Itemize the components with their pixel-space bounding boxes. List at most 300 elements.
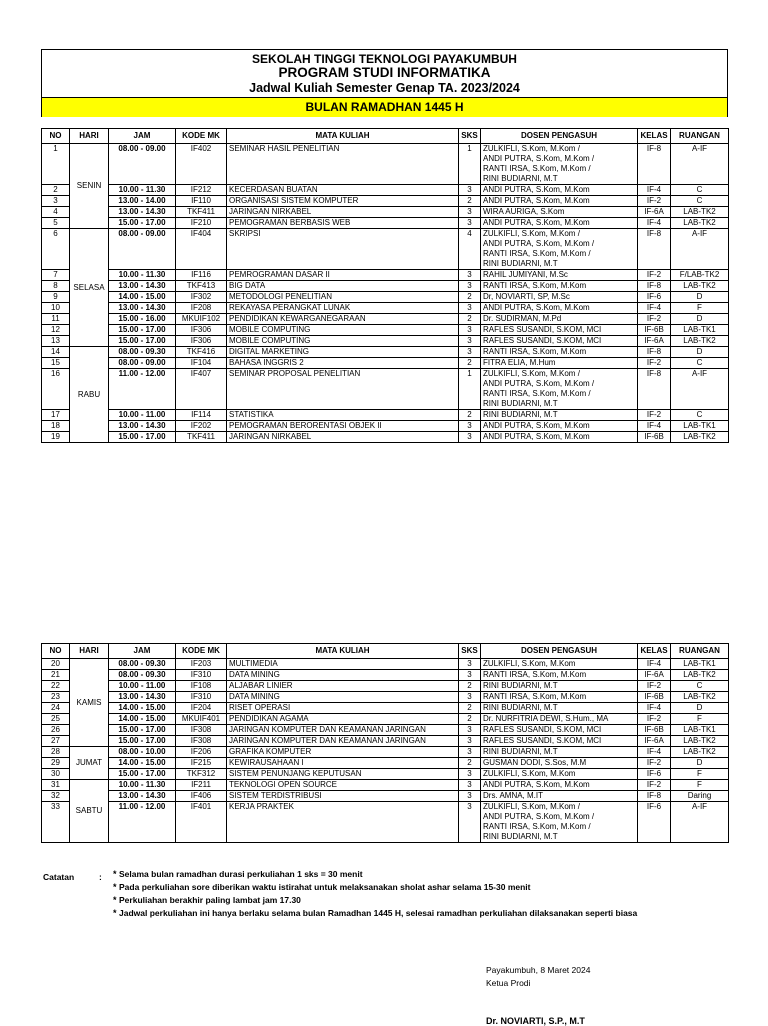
lecturer-cell bbox=[481, 692, 638, 703]
note-item: * Selama bulan ramadhan durasi perkuliahan 1 sks = 30 menit bbox=[113, 868, 637, 881]
course-code: IF208 bbox=[176, 303, 227, 314]
column-header: NO bbox=[42, 129, 70, 144]
lecturer-name: RINI BUDIARNI, M.T bbox=[483, 410, 558, 419]
lecturer-cell bbox=[481, 314, 638, 325]
lecturer-cell bbox=[481, 681, 638, 692]
column-header: KELAS bbox=[638, 644, 671, 659]
lecturer-cell bbox=[481, 747, 638, 758]
room-cell: C bbox=[671, 196, 729, 207]
room-cell: F/LAB-TK2 bbox=[671, 270, 729, 281]
time-cell: 11.00 - 12.00 bbox=[109, 369, 176, 410]
course-name: REKAYASA PERANGKAT LUNAK bbox=[227, 303, 459, 314]
room-cell: D bbox=[671, 292, 729, 303]
lecturer-cell bbox=[481, 670, 638, 681]
time-cell: 13.00 - 14.30 bbox=[109, 281, 176, 292]
class-cell: IF-8 bbox=[638, 144, 671, 185]
course-code: TKF416 bbox=[176, 347, 227, 358]
header-row bbox=[42, 644, 729, 659]
lecturer-cell bbox=[481, 802, 638, 843]
row-number: 6 bbox=[42, 229, 70, 270]
course-code: TKF411 bbox=[176, 432, 227, 443]
lecturer-name: RINI BUDIARNI, M.T bbox=[483, 681, 558, 690]
row-number: 11 bbox=[42, 314, 70, 325]
room-cell: LAB-TK2 bbox=[671, 736, 729, 747]
course-name: KERJA PRAKTEK bbox=[227, 802, 459, 843]
table-row bbox=[42, 747, 729, 758]
lecturer-name: ANDI PUTRA, S.Kom, M.Kom bbox=[483, 780, 590, 789]
lecturer-cell bbox=[481, 769, 638, 780]
schedule-title: Jadwal Kuliah Semester Genap TA. 2023/2024 bbox=[249, 81, 520, 95]
table-row bbox=[42, 791, 729, 802]
time-cell: 10.00 - 11.30 bbox=[109, 185, 176, 196]
note-item: * Jadwal perkuliahan ini hanya berlaku selama bulan Ramadhan 1445 H, selesai ramadhan perkuliahan dilaksanakan seperti biasa bbox=[113, 907, 637, 920]
course-code: IF108 bbox=[176, 681, 227, 692]
institution-name: SEKOLAH TINGGI TEKNOLOGI PAYAKUMBUH bbox=[252, 52, 517, 66]
lecturer-name: RAFLES SUSANDI, S.KOM, MCI bbox=[483, 736, 602, 745]
lecturer-name: RANTI IRSA, S.Kom, M.Kom bbox=[483, 281, 587, 290]
class-cell: IF-2 bbox=[638, 314, 671, 325]
course-name: ORGANISASI SISTEM KOMPUTER bbox=[227, 196, 459, 207]
lecturer-cell bbox=[481, 207, 638, 218]
time-cell: 15.00 - 17.00 bbox=[109, 725, 176, 736]
table-row bbox=[42, 692, 729, 703]
program-name: PROGRAM STUDI INFORMATIKA bbox=[278, 65, 491, 80]
room-cell: LAB-TK1 bbox=[671, 725, 729, 736]
course-name: KECERDASAN BUATAN bbox=[227, 185, 459, 196]
signature-block bbox=[486, 964, 590, 990]
notes-label: Catatan bbox=[43, 872, 75, 882]
class-cell: IF-4 bbox=[638, 185, 671, 196]
row-number: 20 bbox=[42, 659, 70, 670]
lecturer-name: ZULKIFLI, S.Kom, M.Kom / bbox=[483, 802, 580, 811]
signature-place-date: Payakumbuh, 8 Maret 2024 bbox=[486, 965, 591, 975]
table-row bbox=[42, 725, 729, 736]
ramadhan-banner: BULAN RAMADHAN 1445 H bbox=[42, 97, 727, 117]
lecturer-name: ANDI PUTRA, S.Kom, M.Kom bbox=[483, 218, 590, 227]
credit-cell: 3 bbox=[459, 747, 481, 758]
time-cell: 13.00 - 14.30 bbox=[109, 207, 176, 218]
schedule-table-1 bbox=[41, 128, 729, 443]
column-header: MATA KULIAH bbox=[227, 644, 459, 659]
room-cell: F bbox=[671, 303, 729, 314]
credit-cell: 2 bbox=[459, 196, 481, 207]
class-cell: IF-4 bbox=[638, 703, 671, 714]
course-name: PEMROGRAMAN DASAR II bbox=[227, 270, 459, 281]
row-number: 12 bbox=[42, 325, 70, 336]
time-cell: 13.00 - 14.30 bbox=[109, 303, 176, 314]
table-row bbox=[42, 802, 729, 843]
header-row bbox=[42, 129, 729, 144]
schedule-table-2 bbox=[41, 643, 729, 843]
credit-cell: 3 bbox=[459, 281, 481, 292]
time-cell: 10.00 - 11.30 bbox=[109, 270, 176, 281]
room-cell: LAB-TK2 bbox=[671, 747, 729, 758]
row-number: 8 bbox=[42, 281, 70, 292]
class-cell: IF-8 bbox=[638, 347, 671, 358]
class-cell: IF-2 bbox=[638, 681, 671, 692]
course-code: IF116 bbox=[176, 270, 227, 281]
course-code: IF302 bbox=[176, 292, 227, 303]
course-code: IF212 bbox=[176, 185, 227, 196]
lecturer-cell bbox=[481, 196, 638, 207]
class-cell: IF-2 bbox=[638, 758, 671, 769]
time-cell: 13.00 - 14.30 bbox=[109, 421, 176, 432]
row-number: 29 bbox=[42, 758, 70, 769]
row-number: 3 bbox=[42, 196, 70, 207]
course-code: IF306 bbox=[176, 336, 227, 347]
class-cell: IF-4 bbox=[638, 421, 671, 432]
lecturer-cell bbox=[481, 218, 638, 229]
room-cell: A-IF bbox=[671, 144, 729, 185]
course-name: RISET OPERASI bbox=[227, 703, 459, 714]
room-cell: F bbox=[671, 780, 729, 791]
course-name: DATA MINING bbox=[227, 692, 459, 703]
credit-cell: 1 bbox=[459, 369, 481, 410]
room-cell: LAB-TK2 bbox=[671, 218, 729, 229]
time-cell: 13.00 - 14.30 bbox=[109, 791, 176, 802]
class-cell: IF-4 bbox=[638, 218, 671, 229]
table-row bbox=[42, 681, 729, 692]
signature-role: Ketua Prodi bbox=[486, 978, 531, 988]
class-cell: IF-2 bbox=[638, 410, 671, 421]
course-name: SEMINAR PROPOSAL PENELITIAN bbox=[227, 369, 459, 410]
course-name: SEMINAR HASIL PENELITIAN bbox=[227, 144, 459, 185]
credit-cell: 3 bbox=[459, 791, 481, 802]
lecturer-name: RINI BUDIARNI, M.T bbox=[483, 174, 558, 183]
row-number: 4 bbox=[42, 207, 70, 218]
row-number: 10 bbox=[42, 303, 70, 314]
row-number: 33 bbox=[42, 802, 70, 843]
table-row bbox=[42, 780, 729, 791]
course-code: IF404 bbox=[176, 229, 227, 270]
credit-cell: 3 bbox=[459, 207, 481, 218]
column-header: JAM bbox=[109, 129, 176, 144]
room-cell: LAB-TK2 bbox=[671, 670, 729, 681]
row-number: 15 bbox=[42, 358, 70, 369]
class-cell: IF-2 bbox=[638, 270, 671, 281]
time-cell: 10.00 - 11.00 bbox=[109, 410, 176, 421]
note-item: * Pada perkuliahan sore diberikan waktu istirahat untuk melaksanakan sholat ashar selama 15-30 menit bbox=[113, 881, 637, 894]
table-row bbox=[42, 207, 729, 218]
credit-cell: 2 bbox=[459, 714, 481, 725]
column-header: DOSEN PENGASUH bbox=[481, 644, 638, 659]
course-name: ALJABAR LINIER bbox=[227, 681, 459, 692]
time-cell: 08.00 - 09.00 bbox=[109, 144, 176, 185]
course-name: BAHASA INGGRIS 2 bbox=[227, 358, 459, 369]
time-cell: 08.00 - 09.30 bbox=[109, 670, 176, 681]
lecturer-name: Drs. AMNA, M.IT bbox=[483, 791, 543, 800]
time-cell: 10.00 - 11.00 bbox=[109, 681, 176, 692]
room-cell: D bbox=[671, 347, 729, 358]
column-header: KODE MK bbox=[176, 644, 227, 659]
time-cell: 08.00 - 09.00 bbox=[109, 229, 176, 270]
course-name: DATA MINING bbox=[227, 670, 459, 681]
row-number: 25 bbox=[42, 714, 70, 725]
notes-list bbox=[113, 868, 637, 920]
credit-cell: 3 bbox=[459, 303, 481, 314]
room-cell: C bbox=[671, 358, 729, 369]
class-cell: IF-4 bbox=[638, 747, 671, 758]
day-cell: JUMAT bbox=[70, 747, 109, 780]
course-code: MKUIF102 bbox=[176, 314, 227, 325]
column-header: HARI bbox=[70, 644, 109, 659]
time-cell: 13.00 - 14.30 bbox=[109, 692, 176, 703]
lecturer-cell bbox=[481, 659, 638, 670]
course-name: JARINGAN KOMPUTER DAN KEAMANAN JARINGAN bbox=[227, 725, 459, 736]
course-name: KEWIRAUSAHAAN I bbox=[227, 758, 459, 769]
course-code: IF401 bbox=[176, 802, 227, 843]
credit-cell: 2 bbox=[459, 314, 481, 325]
course-code: IF215 bbox=[176, 758, 227, 769]
table-row bbox=[42, 314, 729, 325]
table-row bbox=[42, 758, 729, 769]
lecturer-name: RAFLES SUSANDI, S.KOM, MCI bbox=[483, 336, 602, 345]
lecturer-cell bbox=[481, 336, 638, 347]
column-header: KELAS bbox=[638, 129, 671, 144]
row-number: 1 bbox=[42, 144, 70, 185]
lecturer-name: RINI BUDIARNI, M.T bbox=[483, 703, 558, 712]
lecturer-name: Dr. SUDIRMAN, M.Pd bbox=[483, 314, 562, 323]
note-item: * Perkuliahan berakhir paling lambat jam 17.30 bbox=[113, 894, 637, 907]
course-code: IF114 bbox=[176, 410, 227, 421]
table-row bbox=[42, 347, 729, 358]
credit-cell: 3 bbox=[459, 336, 481, 347]
column-header: NO bbox=[42, 644, 70, 659]
table-row bbox=[42, 281, 729, 292]
time-cell: 11.00 - 12.00 bbox=[109, 802, 176, 843]
room-cell: LAB-TK2 bbox=[671, 432, 729, 443]
lecturer-name: ANDI PUTRA, S.Kom, M.Kom / bbox=[483, 812, 595, 821]
lecturer-name: RANTI IRSA, S.Kom, M.Kom bbox=[483, 692, 587, 701]
lecturer-cell bbox=[481, 229, 638, 270]
class-cell: IF-6 bbox=[638, 769, 671, 780]
lecturer-name: ZULKIFLI, S.Kom, M.Kom / bbox=[483, 369, 580, 378]
time-cell: 15.00 - 17.00 bbox=[109, 336, 176, 347]
lecturer-cell bbox=[481, 144, 638, 185]
lecturer-cell bbox=[481, 358, 638, 369]
room-cell: C bbox=[671, 681, 729, 692]
credit-cell: 3 bbox=[459, 802, 481, 843]
lecturer-name: RAFLES SUSANDI, S.KOM, MCI bbox=[483, 325, 602, 334]
table-row bbox=[42, 325, 729, 336]
credit-cell: 4 bbox=[459, 229, 481, 270]
lecturer-name: ZULKIFLI, S.Kom, M.Kom bbox=[483, 769, 576, 778]
time-cell: 08.00 - 09.30 bbox=[109, 347, 176, 358]
row-number: 31 bbox=[42, 780, 70, 791]
lecturer-cell bbox=[481, 432, 638, 443]
course-code: IF308 bbox=[176, 736, 227, 747]
room-cell: A-IF bbox=[671, 229, 729, 270]
course-code: IF204 bbox=[176, 703, 227, 714]
lecturer-name: RINI BUDIARNI, M.T bbox=[483, 832, 558, 841]
lecturer-cell bbox=[481, 270, 638, 281]
room-cell: C bbox=[671, 185, 729, 196]
class-cell: IF-2 bbox=[638, 358, 671, 369]
course-code: IF308 bbox=[176, 725, 227, 736]
lecturer-name: RAFLES SUSANDI, S.KOM, MCI bbox=[483, 725, 602, 734]
credit-cell: 3 bbox=[459, 347, 481, 358]
day-cell: KAMIS bbox=[70, 659, 109, 747]
row-number: 14 bbox=[42, 347, 70, 358]
course-name: MOBILE COMPUTING bbox=[227, 325, 459, 336]
lecturer-cell bbox=[481, 410, 638, 421]
table-row bbox=[42, 196, 729, 207]
course-code: IF406 bbox=[176, 791, 227, 802]
lecturer-name: ZULKIFLI, S.Kom, M.Kom bbox=[483, 659, 576, 668]
lecturer-cell bbox=[481, 421, 638, 432]
class-cell: IF-6B bbox=[638, 692, 671, 703]
room-cell: LAB-TK1 bbox=[671, 659, 729, 670]
lecturer-name: GUSMAN DODI, S.Sos, M.M bbox=[483, 758, 587, 767]
column-header: RUANGAN bbox=[671, 129, 729, 144]
column-header: HARI bbox=[70, 129, 109, 144]
table-row bbox=[42, 292, 729, 303]
class-cell: IF-4 bbox=[638, 303, 671, 314]
lecturer-name: ANDI PUTRA, S.Kom, M.Kom / bbox=[483, 239, 595, 248]
column-header: RUANGAN bbox=[671, 644, 729, 659]
row-number: 30 bbox=[42, 769, 70, 780]
lecturer-name: RANTI IRSA, S.Kom, M.Kom / bbox=[483, 164, 591, 173]
table-row bbox=[42, 144, 729, 185]
course-code: IF407 bbox=[176, 369, 227, 410]
class-cell: IF-6 bbox=[638, 802, 671, 843]
column-header: KODE MK bbox=[176, 129, 227, 144]
row-number: 23 bbox=[42, 692, 70, 703]
credit-cell: 2 bbox=[459, 410, 481, 421]
credit-cell: 3 bbox=[459, 780, 481, 791]
course-name: BIG DATA bbox=[227, 281, 459, 292]
lecturer-name: FITRA ELIA, M.Hum bbox=[483, 358, 556, 367]
lecturer-cell bbox=[481, 185, 638, 196]
table-body bbox=[42, 144, 729, 443]
lecturer-cell bbox=[481, 325, 638, 336]
course-name: PENDIDIKAN KEWARGANEGARAAN bbox=[227, 314, 459, 325]
column-header: SKS bbox=[459, 129, 481, 144]
lecturer-name: ANDI PUTRA, S.Kom, M.Kom / bbox=[483, 154, 595, 163]
table-row bbox=[42, 369, 729, 410]
course-name: STATISTIKA bbox=[227, 410, 459, 421]
course-code: IF202 bbox=[176, 421, 227, 432]
lecturer-cell bbox=[481, 281, 638, 292]
row-number: 19 bbox=[42, 432, 70, 443]
class-cell: IF-6 bbox=[638, 292, 671, 303]
class-cell: IF-6A bbox=[638, 736, 671, 747]
class-cell: IF-8 bbox=[638, 281, 671, 292]
lecturer-name: RINI BUDIARNI, M.T bbox=[483, 399, 558, 408]
lecturer-cell bbox=[481, 703, 638, 714]
course-code: TKF312 bbox=[176, 769, 227, 780]
time-cell: 14.00 - 15.00 bbox=[109, 714, 176, 725]
room-cell: LAB-TK1 bbox=[671, 421, 729, 432]
table-row bbox=[42, 736, 729, 747]
lecturer-name: ANDI PUTRA, S.Kom, M.Kom bbox=[483, 421, 590, 430]
credit-cell: 3 bbox=[459, 432, 481, 443]
credit-cell: 3 bbox=[459, 185, 481, 196]
lecturer-name: ANDI PUTRA, S.Kom, M.Kom / bbox=[483, 379, 595, 388]
row-number: 32 bbox=[42, 791, 70, 802]
table-row bbox=[42, 769, 729, 780]
course-name: METODOLOGI PENELITIAN bbox=[227, 292, 459, 303]
credit-cell: 3 bbox=[459, 325, 481, 336]
lecturer-cell bbox=[481, 714, 638, 725]
table-row bbox=[42, 714, 729, 725]
signature-name: Dr. NOVIARTI, S.P., M.T bbox=[486, 1016, 585, 1026]
course-code: TKF413 bbox=[176, 281, 227, 292]
course-name: MULTIMEDIA bbox=[227, 659, 459, 670]
notes-colon: : bbox=[99, 872, 102, 882]
course-code: IF110 bbox=[176, 196, 227, 207]
class-cell: IF-6A bbox=[638, 336, 671, 347]
room-cell: LAB-TK2 bbox=[671, 336, 729, 347]
time-cell: 15.00 - 17.00 bbox=[109, 736, 176, 747]
course-name: PEMOGRAMAN BERBASIS WEB bbox=[227, 218, 459, 229]
table-row bbox=[42, 270, 729, 281]
lecturer-name: WIRA AURIGA, S.Kom bbox=[483, 207, 565, 216]
course-name: SISTEM TERDISTRIBUSI bbox=[227, 791, 459, 802]
lecturer-cell bbox=[481, 725, 638, 736]
table-row bbox=[42, 218, 729, 229]
row-number: 16 bbox=[42, 369, 70, 410]
time-cell: 08.00 - 09.30 bbox=[109, 659, 176, 670]
time-cell: 10.00 - 11.30 bbox=[109, 780, 176, 791]
lecturer-name: RANTI IRSA, S.Kom, M.Kom bbox=[483, 347, 587, 356]
credit-cell: 2 bbox=[459, 681, 481, 692]
class-cell: IF-2 bbox=[638, 780, 671, 791]
room-cell: Daring bbox=[671, 791, 729, 802]
row-number: 18 bbox=[42, 421, 70, 432]
room-cell: F bbox=[671, 714, 729, 725]
time-cell: 14.00 - 15.00 bbox=[109, 703, 176, 714]
credit-cell: 3 bbox=[459, 270, 481, 281]
credit-cell: 3 bbox=[459, 769, 481, 780]
row-number: 17 bbox=[42, 410, 70, 421]
room-cell: D bbox=[671, 703, 729, 714]
room-cell: LAB-TK1 bbox=[671, 325, 729, 336]
lecturer-name: RINI BUDIARNI, M.T bbox=[483, 259, 558, 268]
table-row bbox=[42, 185, 729, 196]
course-name: JARINGAN NIRKABEL bbox=[227, 432, 459, 443]
row-number: 13 bbox=[42, 336, 70, 347]
class-cell: IF-2 bbox=[638, 714, 671, 725]
row-number: 26 bbox=[42, 725, 70, 736]
course-code: IF206 bbox=[176, 747, 227, 758]
table-body bbox=[42, 659, 729, 843]
row-number: 22 bbox=[42, 681, 70, 692]
room-cell: A-IF bbox=[671, 369, 729, 410]
table-row bbox=[42, 421, 729, 432]
table-row bbox=[42, 358, 729, 369]
credit-cell: 3 bbox=[459, 736, 481, 747]
course-name: SISTEM PENUNJANG KEPUTUSAN bbox=[227, 769, 459, 780]
time-cell: 15.00 - 17.00 bbox=[109, 769, 176, 780]
lecturer-name: RINI BUDIARNI, M.T bbox=[483, 747, 558, 756]
class-cell: IF-6A bbox=[638, 670, 671, 681]
credit-cell: 2 bbox=[459, 758, 481, 769]
lecturer-name: ANDI PUTRA, S.Kom, M.Kom bbox=[483, 185, 590, 194]
lecturer-name: ANDI PUTRA, S.Kom, M.Kom bbox=[483, 196, 590, 205]
time-cell: 08.00 - 10.00 bbox=[109, 747, 176, 758]
class-cell: IF-4 bbox=[638, 659, 671, 670]
column-header: DOSEN PENGASUH bbox=[481, 129, 638, 144]
course-code: IF210 bbox=[176, 218, 227, 229]
lecturer-name: RAHIL JUMIYANI, M.Sc bbox=[483, 270, 568, 279]
room-cell: A-IF bbox=[671, 802, 729, 843]
time-cell: 08.00 - 09.00 bbox=[109, 358, 176, 369]
credit-cell: 3 bbox=[459, 659, 481, 670]
credit-cell: 2 bbox=[459, 703, 481, 714]
lecturer-name: Dr, NOVIARTI, SP, M.Sc bbox=[483, 292, 570, 301]
course-name: JARINGAN KOMPUTER DAN KEAMANAN JARINGAN bbox=[227, 736, 459, 747]
